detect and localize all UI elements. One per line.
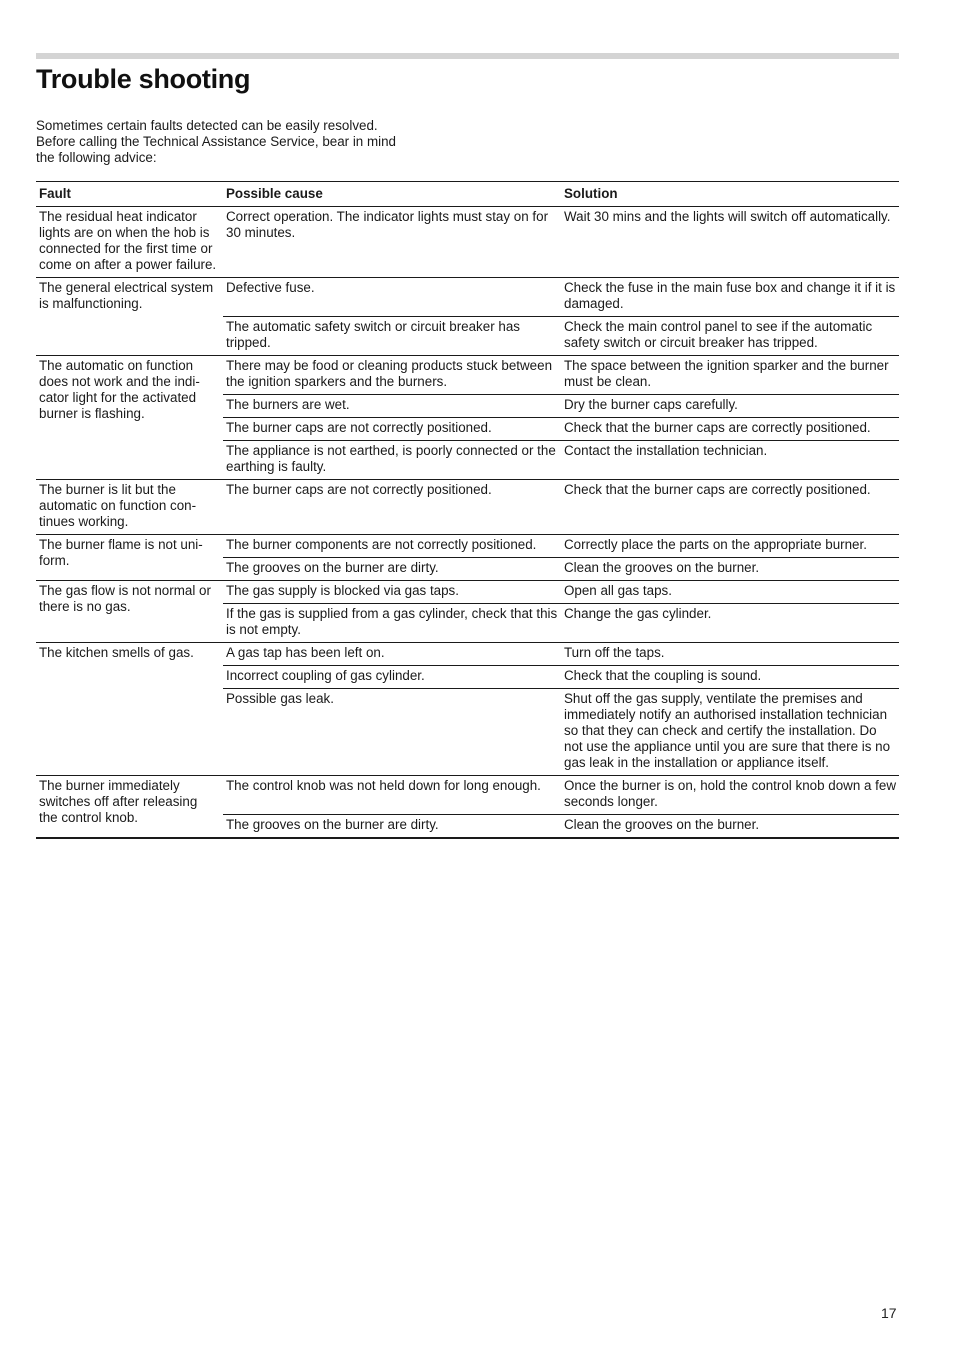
solution-cell: Contact the installation technician. — [561, 441, 899, 480]
table-row — [36, 207, 899, 278]
solution-cell: Check the fuse in the main fuse box and change it if it is damaged. — [561, 278, 899, 317]
solution-cell: Clean the grooves on the burner. — [561, 815, 899, 839]
fault-cell: The burner is lit but the automatic on function continues working. — [36, 480, 223, 535]
column-header-cause: Possible cause — [223, 182, 561, 207]
cause-cell: The automatic safety switch or circuit breaker has tripped. — [223, 317, 561, 356]
page-title: Trouble shooting — [36, 64, 251, 94]
cause-cell: Correct operation. The indicator lights must stay on for 30 minutes. — [223, 207, 561, 278]
solution-cell: Open all gas taps. — [561, 581, 899, 604]
solution-cell: Dry the burner caps carefully. — [561, 395, 899, 418]
cause-cell: Possible gas leak. — [223, 689, 561, 776]
table-row — [36, 356, 899, 395]
table-row — [36, 581, 899, 604]
fault-cell: The burner flame is not uniform. — [36, 535, 223, 581]
page-number: 17 — [881, 1305, 897, 1321]
table-row — [36, 776, 899, 815]
intro-line: the following advice: — [36, 150, 157, 165]
cause-cell: The grooves on the burner are dirty. — [223, 558, 561, 581]
fault-cell: The gas flow is not normal or there is no gas. — [36, 581, 223, 643]
table-row — [36, 535, 899, 558]
cause-cell: A gas tap has been left on. — [223, 643, 561, 666]
fault-cell: The general electrical system is malfunctioning. — [36, 278, 223, 356]
cause-cell: The appliance is not earthed, is poorly connected or the earthing is faulty. — [223, 441, 561, 480]
cause-cell: The burners are wet. — [223, 395, 561, 418]
solution-cell: Once the burner is on, hold the control knob down a few seconds longer. — [561, 776, 899, 815]
cause-cell: The burner caps are not correctly positioned. — [223, 418, 561, 441]
solution-cell: Check that the coupling is sound. — [561, 666, 899, 689]
solution-cell: The space between the ignition sparker and the burner must be clean. — [561, 356, 899, 395]
solution-cell: Clean the grooves on the burner. — [561, 558, 899, 581]
cause-cell: The control knob was not held down for long enough. — [223, 776, 561, 815]
cause-cell: The burner components are not correctly positioned. — [223, 535, 561, 558]
solution-cell: Turn off the taps. — [561, 643, 899, 666]
solution-cell: Shut off the gas supply, ventilate the premises and immediately notify an authorised installation technician so that they can check and certify the installation. Do not use the appliance until you are sure that there is no gas leak in the installation or appliance itself. — [561, 689, 899, 776]
table-header-row — [36, 182, 899, 207]
cause-cell: Incorrect coupling of gas cylinder. — [223, 666, 561, 689]
intro-line: Before calling the Technical Assistance Service, bear in mind — [36, 134, 397, 149]
table-row — [36, 643, 899, 666]
solution-cell: Check that the burner caps are correctly positioned. — [561, 480, 899, 535]
solution-cell: Wait 30 mins and the lights will switch off automatically. — [561, 207, 899, 278]
intro-text — [36, 118, 456, 166]
solution-cell: Check the main control panel to see if the automatic safety switch or circuit breaker has tripped. — [561, 317, 899, 356]
fault-cell: The residual heat indicator lights are on when the hob is connected for the first time or come on after a power failure. — [36, 207, 223, 278]
fault-cell: The kitchen smells of gas. — [36, 643, 223, 776]
cause-cell: There may be food or cleaning products stuck between the ignition sparkers and the burners. — [223, 356, 561, 395]
cause-cell: The grooves on the burner are dirty. — [223, 815, 561, 839]
cause-cell: Defective fuse. — [223, 278, 561, 317]
fault-cell: The burner immediately switches off after releasing the control knob. — [36, 776, 223, 839]
solution-cell: Correctly place the parts on the appropriate burner. — [561, 535, 899, 558]
cause-cell: If the gas is supplied from a gas cylinder, check that this is not empty. — [223, 604, 561, 643]
intro-line: Sometimes certain faults detected can be easily resolved. — [36, 118, 378, 133]
cause-cell: The gas supply is blocked via gas taps. — [223, 581, 561, 604]
table-row — [36, 278, 899, 317]
header-rule — [36, 53, 899, 59]
solution-cell: Check that the burner caps are correctly positioned. — [561, 418, 899, 441]
fault-cell: The automatic on function does not work and the indicator light for the activated burner is flashing. — [36, 356, 223, 480]
troubleshooting-table — [36, 181, 899, 839]
column-header-fault: Fault — [36, 182, 223, 207]
solution-cell: Change the gas cylinder. — [561, 604, 899, 643]
cause-cell: The burner caps are not correctly positioned. — [223, 480, 561, 535]
column-header-solution: Solution — [561, 182, 899, 207]
table-row — [36, 480, 899, 535]
table-body — [36, 207, 899, 839]
